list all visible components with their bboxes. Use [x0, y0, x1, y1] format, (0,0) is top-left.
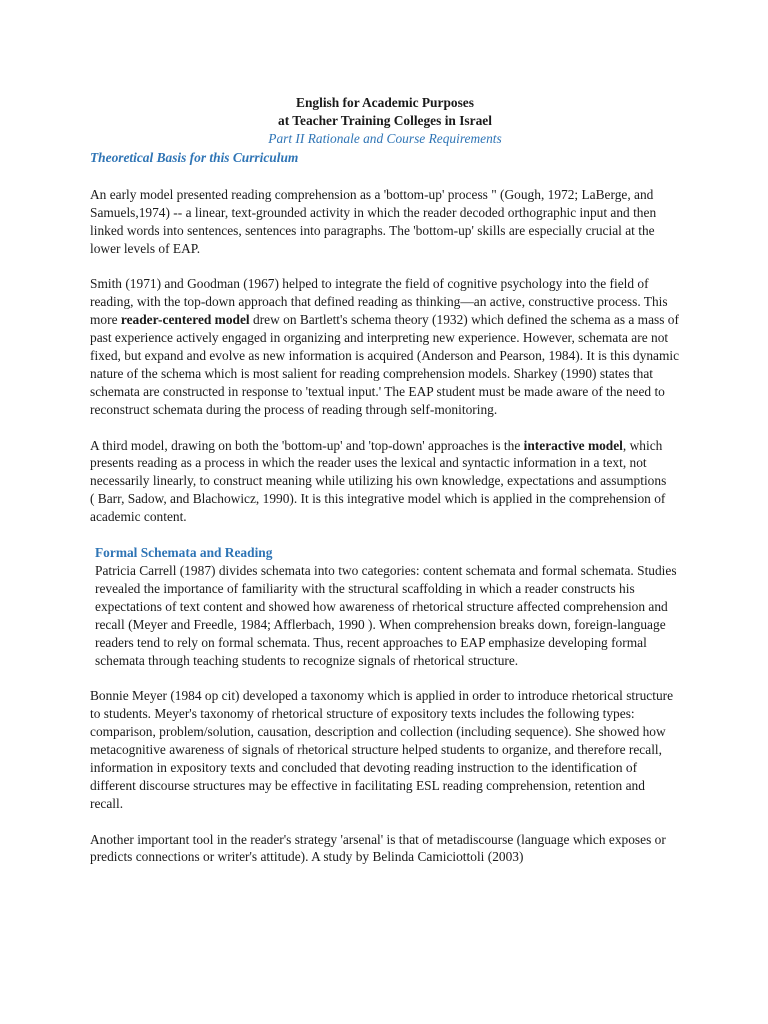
paragraph-text: drew on Bartlett's schema theory (1932) which defined the schema as a mass of past experience actively engaged in organizing and interpreting new experience. However, schemata are not fixed, but expand and evolve as new information is acquired (Anderson and Pearson, 1984). It is this dynamic nature of the schema which is most salient for reading comprehension models. Sharkey (1990) states that schemata are constructed in response to 'textual input.' The EAP student must be made aware of the need to reconstruct schemata during the process of reading through self-monitoring.	[90, 312, 680, 417]
spacer	[90, 813, 680, 831]
spacer	[90, 419, 680, 437]
spacer	[90, 526, 680, 544]
paragraph-formal-schemata: Patricia Carrell (1987) divides schemata into two categories: content schemata and formal schemata. Studies revealed the importance of familiarity with the structural scaffolding in which a reader constructs his expectations of text content and showed how awareness of rhetorical structure affected comprehension and recall (Meyer and Freedle, 1984; Afflerbach, 1990 ). When comprehension breaks down, foreign-language readers tend to rely on formal schemata. Thus, recent approaches to EAP emphasize developing formal schemata through teaching students to recognize signals of rhetorical structure.	[95, 562, 677, 668]
formal-schemata-section	[90, 544, 680, 669]
document-title-line-1: English for Academic Purposes	[296, 95, 474, 110]
spacer	[90, 669, 680, 687]
formal-schemata-heading: Formal Schemata and Reading	[95, 544, 273, 560]
paragraph-meyer-taxonomy: Bonnie Meyer (1984 op cit) developed a taxonomy which is applied in order to introduce rhetorical structure to students. Meyer's taxonomy of rhetorical structure of expository texts includes the following types: comparison, problem/solution, causation, description and collection (including sequence). She showed how metacognitive awareness of signals of rhetorical structure helped students to organize, and therefore recall, information in expository texts and concluded that devoting reading instruction to the identification of different discourse structures may be effective in facilitating ESL reading comprehension, retention and recall.	[90, 688, 674, 811]
paragraph-text: A third model, drawing on both the 'bottom-up' and 'top-down' approaches is the	[90, 437, 524, 453]
paragraph-metadiscourse: Another important tool in the reader's strategy 'arsenal' is that of metadiscourse (language which exposes or predicts connections or writer's attitude). A study by Belinda Camiciottoli (2003)	[90, 831, 666, 865]
bold-term-reader-centered: reader-centered model	[120, 312, 250, 328]
spacer	[90, 168, 680, 186]
spacer	[90, 258, 680, 276]
part-heading: Part II Rationale and Course Requirements	[268, 131, 502, 146]
document-title-line-2: at Teacher Training Colleges in Israel	[278, 113, 492, 128]
document-page	[90, 94, 680, 866]
paragraph-interactive	[90, 437, 680, 491]
paragraph-text: Smith (1971) and Goodman (1967) helped to integrate the field of cognitive psychology into the field of reading, with the top-down approach that defined reading as thinking—an active, constructive process. This more	[90, 276, 668, 328]
paragraph-interactive-citation: ( Barr, Sadow, and Blachowicz, 1990). It is this integrative model which is applied in the comprehension of academic content.	[90, 491, 666, 525]
bold-term-interactive-model: interactive model	[523, 437, 623, 453]
paragraph-top-down	[90, 275, 680, 418]
paragraph-text: , which presents reading as a process in which the reader uses the lexical and syntactic information in a text, not necessarily linearly, to construct meaning while utilizing his own knowledge, expectations and assumptions	[90, 437, 667, 489]
paragraph-bottom-up: An early model presented reading comprehension as a 'bottom-up' process " (Gough, 1972; LaBerge, and Samuels,1974) -- a linear, text-grounded activity in which the reader decoded orthographic input and then linked words into sentences, sentences into paragraphs. The 'bottom-up' skills are especially crucial at the lower levels of EAP.	[90, 186, 657, 256]
section-heading: Theoretical Basis for this Curriculum	[90, 150, 299, 165]
